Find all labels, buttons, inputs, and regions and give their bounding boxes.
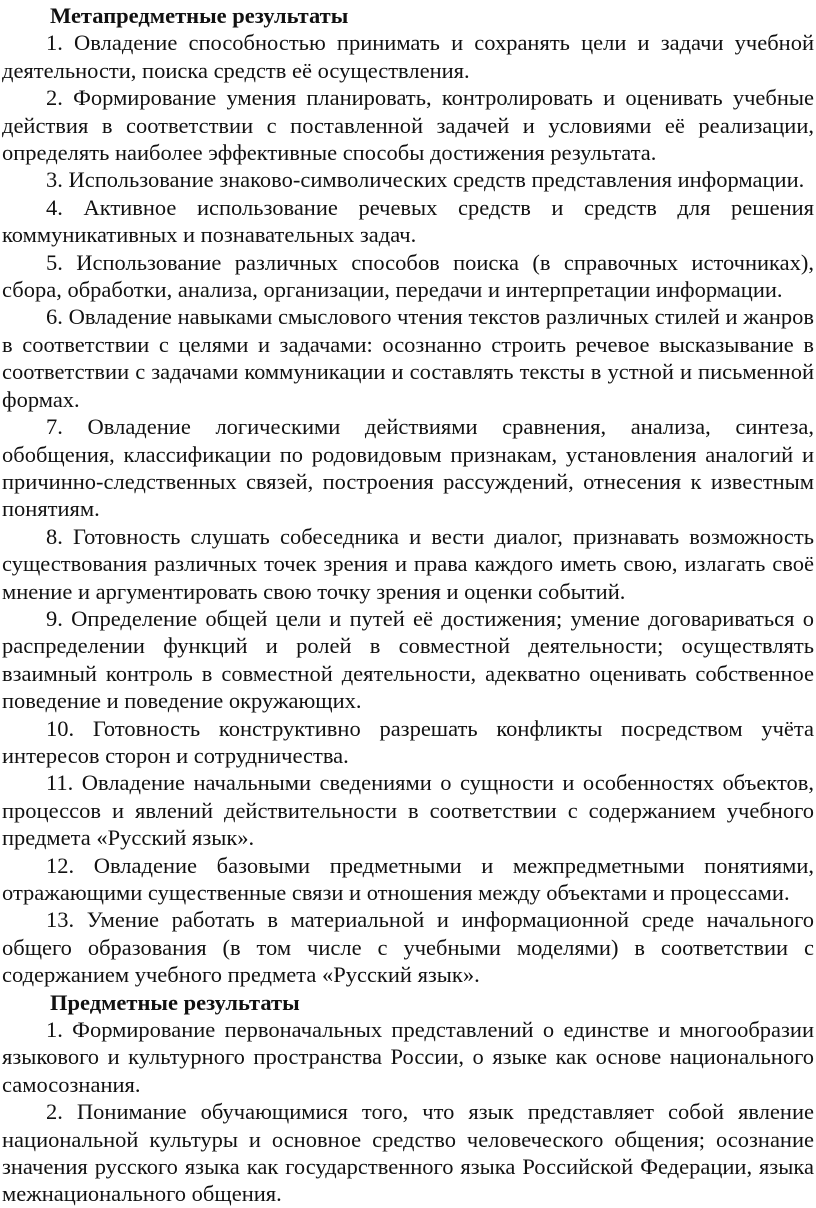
meta-results-heading: Метапредметные результаты xyxy=(50,3,349,28)
meta-item-13: 13. Умение работать в материальной и информационной среде начального общего образования (в том числе с учебными моделями) в соответствии с содержанием учебного предмета «Русский язык». xyxy=(2,907,814,988)
subject-item-1: 1. Формирование первоначальных представлений о единстве и многообразии языкового и культурного пространства России, о языке как основе национального самосознания. xyxy=(2,1017,814,1097)
meta-item-12: 12. Овладение базовыми предметными и межпредметными понятиями, отражающими существенные связи и отношения между объектами и процессами. xyxy=(2,852,814,905)
meta-item-1: 1. Овладение способностью принимать и сохранять цели и задачи учебной деятельности, поиска средств её осуществления. xyxy=(2,30,814,83)
meta-item-3: 3. Использование знаково-символических средств представления информации. xyxy=(46,167,805,193)
meta-item-11: 11. Овладение начальными сведениями о сущности и особенностях объектов, процессов и явлений действительности в соответствии с содержанием учебного предмета «Русский язык». xyxy=(2,770,814,851)
meta-item-2: 2. Формирование умения планировать, контролировать и оценивать учебные действия в соответствии с поставленной задачей и условиями её реализации, определять наиболее эффективные способы достижения результата. xyxy=(2,85,814,166)
meta-item-6: 6. Овладение навыками смыслового чтения текстов различных стилей и жанров в соответствии с целями и задачами: осознанно строить речевое высказывание в соответствии с задачами коммуникации и составлять тексты в устной и письменной формах. xyxy=(2,304,814,412)
subject-item-2: 2. Понимание обучающимися того, что язык представляет собой явление национальной культуры и основное средство человеческого общения; осознание значения русского языка как государственного языка Российской Федерации, языка межнационального общения. xyxy=(2,1099,814,1207)
meta-item-10: 10. Готовность конструктивно разрешать конфликты посредством учёта интересов сторон и сотрудничества. xyxy=(2,715,814,768)
meta-item-7: 7. Овладение логическими действиями сравнения, анализа, синтеза, обобщения, классификации по родовидовым признакам, установления аналогий и причинно-следственных связей, построения рассуждений, отнесения к известным понятиям. xyxy=(2,414,814,522)
meta-item-5: 5. Использование различных способов поиска (в справочных источниках), сбора, обработки, анализа, организации, передачи и интерпретации информации. xyxy=(2,249,814,303)
meta-item-4: 4. Активное использование речевых средств и средств для решения коммуникативных и познавательных задач. xyxy=(2,194,814,248)
meta-item-9: 9. Определение общей цели и путей её достижения; умение договариваться о распределении функций и ролей в совместной деятельности; осуществлять взаимный контроль в совместной деятельности, адекватно оценивать собственное поведение и поведение окружающих. xyxy=(2,605,814,714)
subject-results-heading: Предметные результаты xyxy=(50,989,300,1015)
meta-item-8: 8. Готовность слушать собеседника и вести диалог, признавать возможность существования различных точек зрения и права каждого иметь свою, излагать своё мнение и аргументировать свою точку зрения и оценки событий. xyxy=(2,523,814,604)
